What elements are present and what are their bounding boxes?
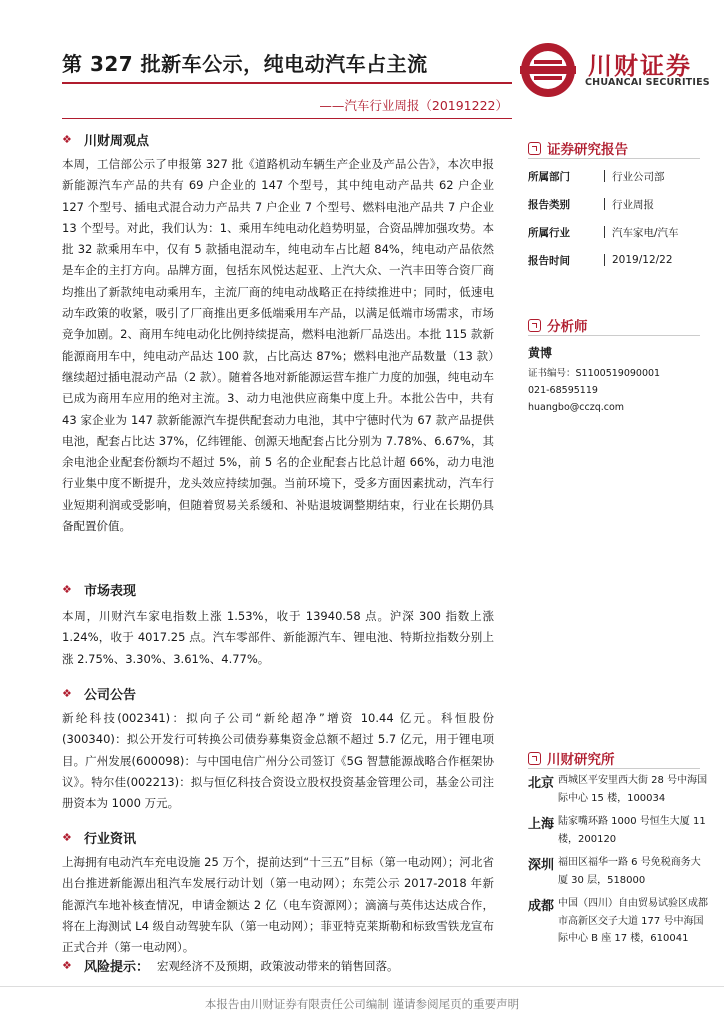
info-value: 行业周报 xyxy=(612,198,654,211)
info-value: 行业公司部 xyxy=(612,170,665,183)
section-heading-company: ❖ 公司公告 xyxy=(62,687,137,703)
report-type-heading: 证券研究报告 xyxy=(528,138,628,158)
info-row xyxy=(528,246,708,274)
info-value: 2019/12/22 xyxy=(612,254,673,266)
office-address: 西城区平安里西大街 28 号中海国际中心 15 楼，100034 xyxy=(558,775,708,804)
analyst-phone: 021-68595119 xyxy=(528,385,598,396)
institute-icon xyxy=(528,752,541,765)
info-label: 所属行业 xyxy=(528,226,570,239)
diamond-bullet-icon: ❖ xyxy=(62,133,72,146)
report-subtitle: ——汽车行业周报（20191222） xyxy=(319,98,508,113)
analyst-heading: 分析师 xyxy=(528,315,588,335)
office-item xyxy=(528,895,708,948)
office-list xyxy=(528,772,708,954)
content-top-divider xyxy=(62,118,512,119)
office-city: 上海 xyxy=(528,817,555,832)
risk-warning-text: 宏观经济不及预期，政策波动带来的销售回落。 xyxy=(157,958,399,973)
section-body-market: 本周，川财汽车家电指数上涨 1.53%，收于 13940.58 点。沪深 300 指数上涨 1.24%，收于 4017.25 点。汽车零部件、新能源汽车、锂电池、特斯拉指数分别上涨 2.75%、3.30%、3.61%、4.77%。 xyxy=(62,609,494,666)
page-footer: 本报告由川财证券有限责任公司编制 谨请参阅尾页的重要声明 xyxy=(204,997,520,1011)
section-heading-industry: ❖ 行业资讯 xyxy=(62,831,137,847)
info-label: 报告时间 xyxy=(528,254,570,267)
analyst-name: 黄博 xyxy=(528,346,553,360)
diamond-bullet-icon: ❖ xyxy=(62,831,72,844)
info-row xyxy=(528,190,708,218)
chuancai-logo-icon xyxy=(520,42,576,98)
report-info-table xyxy=(528,162,708,274)
logo-english-name: CHUANCAI SECURITIES xyxy=(585,77,710,88)
diamond-bullet-icon: ❖ xyxy=(62,583,72,596)
section-body-company: 新纶科技(002341)：拟向子公司“新纶超净”增资 10.44 亿元。科恒股份(300340)：拟公开发行可转换公司债券募集资金总额不超过 5.7 亿元，用于锂电项目。广州发展(600098)：与中国电信广州分公司签订《5G 智慧能源战略合作框架协议》。特尔佳(002213)：拟与恒亿科技合资设立股权投资基金管理公司，基金公司注册资本为 1000 万元。 xyxy=(62,711,494,811)
institute-heading: 川财研究所 xyxy=(528,748,615,768)
office-city: 成都 xyxy=(528,899,555,914)
info-label: 所属部门 xyxy=(528,170,570,183)
office-city: 深圳 xyxy=(528,858,555,873)
info-label: 报告类别 xyxy=(528,198,570,211)
office-city: 北京 xyxy=(528,776,555,791)
logo-chinese-name: 川财证券 xyxy=(588,52,692,80)
info-row xyxy=(528,218,708,246)
sidebar-divider xyxy=(528,158,700,159)
report-title: 第 327 批新车公示，纯电动汽车占主流 xyxy=(62,52,428,76)
section-body-view: 本周，工信部公示了申报第 327 批《道路机动车辆生产企业及产品公告》，本次申报新能源汽车产品的共有 69 户企业的 147 个型号，其中纯电动产品共 62 户企业 127 个型号、插电式混合动力产品共 7 户企业 7 个型号、燃料电池产品共 7 户企业 13 个型号。对此，我们认为：1、乘用车纯电动化趋势明显，合资品牌加强攻势。本批 32 款乘用车中，仅有 5 款插电混动车，纯电动车占比超 84%，纯电动产品依然是车企的主打方向。品牌方面，包括东风悦达起亚、上汽大众、一汽丰田等合资厂商均推出了新款纯电动乘用车，主流厂商的纯电动战略正在持续推进中；同时，低速电动车政策的收紧，吸引了厂商推出更多低端乘用车产品，以满足低端市场需求，市场竞争加剧。2、商用车纯电动化比例持续提高，燃料电池新厂品迭出。本批 115 款新能源商用车中，纯电动产品达 100 款，占比高达 87%；燃料电池产品数量（13 款）继续超过插电混动产品（2 款）。随着各地对新能源运营车推广力度的加强，纯电动车已成为商用车应用的绝对主流。3、动力电池供应商集中度上升。本批公告中，共有 43 家企业为 147 款新能源汽车提供配套动力电池，其中宁德时代为 67 款产品提供电池，配套占比达 37%，亿纬锂能、创源天地配套占比分别为 7.78%、6.67%，其余电池企业配套份额均不超过 5%，前 5 名的企业配套占比总计超 66%，动力电池行业集中度不断提升，龙头效应持续加强。当前环境下，受多方面因素扰动，汽车行业短期利润或受影响，但随着贸易关系缓和、补贴退坡调整期结束，行业在长期仍具备配置价值。 xyxy=(62,157,494,534)
analyst-email[interactable]: huangbo@cczq.com xyxy=(528,402,625,413)
office-address: 陆家嘴环路 1000 号恒生大厦 11 楼，200120 xyxy=(558,816,706,845)
office-address: 福田区福华一路 6 号免税商务大厦 30 层，518000 xyxy=(558,857,701,886)
footer-divider xyxy=(0,986,724,987)
diamond-bullet-icon: ❖ xyxy=(62,959,72,972)
analyst-cert: 证书编号：S1100519090001 xyxy=(528,368,661,379)
section-body-industry: 上海拥有电动汽车充电设施 25 万个，提前达到“十三五”目标（第一电动网）；河北省出台推进新能源出租汽车发展行动计划（第一电动网）；东莞公示 2017-2018 年新能源汽车地补核查情况，申请金额达 2 亿（电车资源网）；滴滴与英伟达达成合作，将在上海测试 L4 级自动驾驶车队（第一电动网）；菲亚特克莱斯勒和标致雪铁龙宣布正式合并（第一电动网）。 xyxy=(62,855,494,955)
risk-warning: ❖ 风险提示： 宏观经济不及预期，政策波动带来的销售回落。 xyxy=(62,958,399,975)
diamond-bullet-icon: ❖ xyxy=(62,687,72,700)
office-item xyxy=(528,813,708,848)
info-row xyxy=(528,162,708,190)
section-heading-market: ❖ 市场表现 xyxy=(62,583,137,599)
office-address: 中国（四川）自由贸易试验区成都市高新区交子大道 177 号中海国际中心 B 座 17 楼，610041 xyxy=(558,898,708,944)
analyst-card xyxy=(528,344,660,416)
sidebar-divider xyxy=(528,768,700,769)
office-item xyxy=(528,854,708,889)
analyst-icon xyxy=(528,319,541,332)
header-divider xyxy=(62,82,512,84)
office-item xyxy=(528,772,708,807)
section-heading-view: ❖ 川财周观点 xyxy=(62,133,150,149)
report-icon xyxy=(528,142,541,155)
sidebar-divider xyxy=(528,335,700,336)
info-value: 汽车家电/汽车 xyxy=(612,226,679,239)
